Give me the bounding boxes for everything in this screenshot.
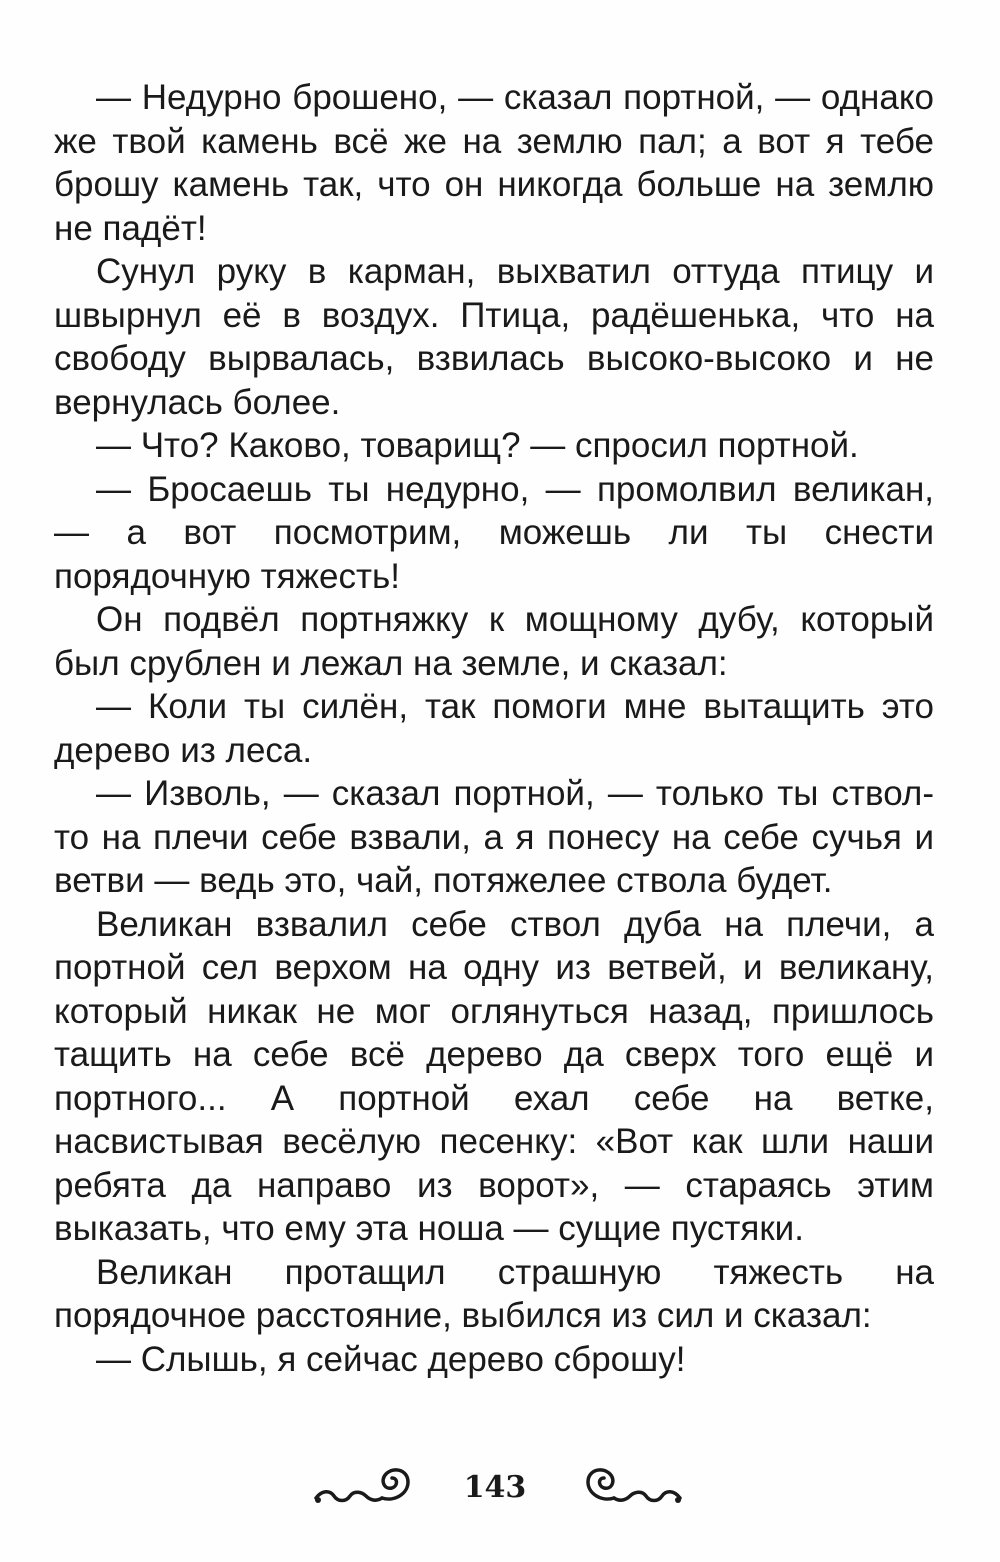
paragraph: — Бросаешь ты недурно, — промолвил великан, — а вот посмотрим, можешь ли ты снести порядочную тяжесть!	[54, 469, 934, 596]
paragraph: — Недурно брошено, — сказал портной, — однако же твой камень всё же на землю пал; а вот я тебе брошу камень так, что он никогда больше на землю не падёт!	[54, 78, 934, 248]
paragraph: Великан протащил страшную тяжесть на порядочное расстояние, выбился из сил и сказал:	[54, 1252, 934, 1335]
body-text	[54, 76, 934, 1381]
swirl-ornament-icon	[312, 1462, 418, 1517]
paragraph: — Изволь, — сказал портной, — только ты ствол-то на плечи себе взвали, а я понесу на себе сучья и ветви — ведь это, чай, потяжелее ствола будет.	[54, 774, 934, 900]
paragraph: Он подвёл портняжку к мощному дубу, который был срублен и лежал на земле, и сказал:	[54, 600, 934, 683]
page-number: 143	[463, 1470, 527, 1505]
paragraph: Великан взвалил себе ствол дуба на плечи, а портной сел верхом на одну из ветвей, и великану, который никак не мог оглянуться назад, пришлось тащить на себе всё дерево да сверх того ещё и портного... А портной ехал себе на ветке, насвистывая весёлую песенку: «Вот как шли наши ребята да направо из ворот», — стараясь этим выказать, что ему эта ноша — сущие пустяки.	[54, 904, 934, 1248]
paragraph: — Что? Каково, товарищ? — спросил портной.	[96, 426, 859, 465]
swirl-ornament-icon	[578, 1462, 684, 1517]
page-footer	[0, 1452, 1000, 1522]
paragraph: — Коли ты силён, так помоги мне вытащить это дерево из леса.	[54, 687, 934, 770]
paragraph: Сунул руку в карман, выхватил оттуда птицу и швырнул её в воздух. Птица, радёшенька, что на свободу вырвалась, взвилась высоко-высоко и не вернулась более.	[54, 252, 934, 422]
paragraph: — Слышь, я сейчас дерево сброшу!	[96, 1339, 686, 1379]
